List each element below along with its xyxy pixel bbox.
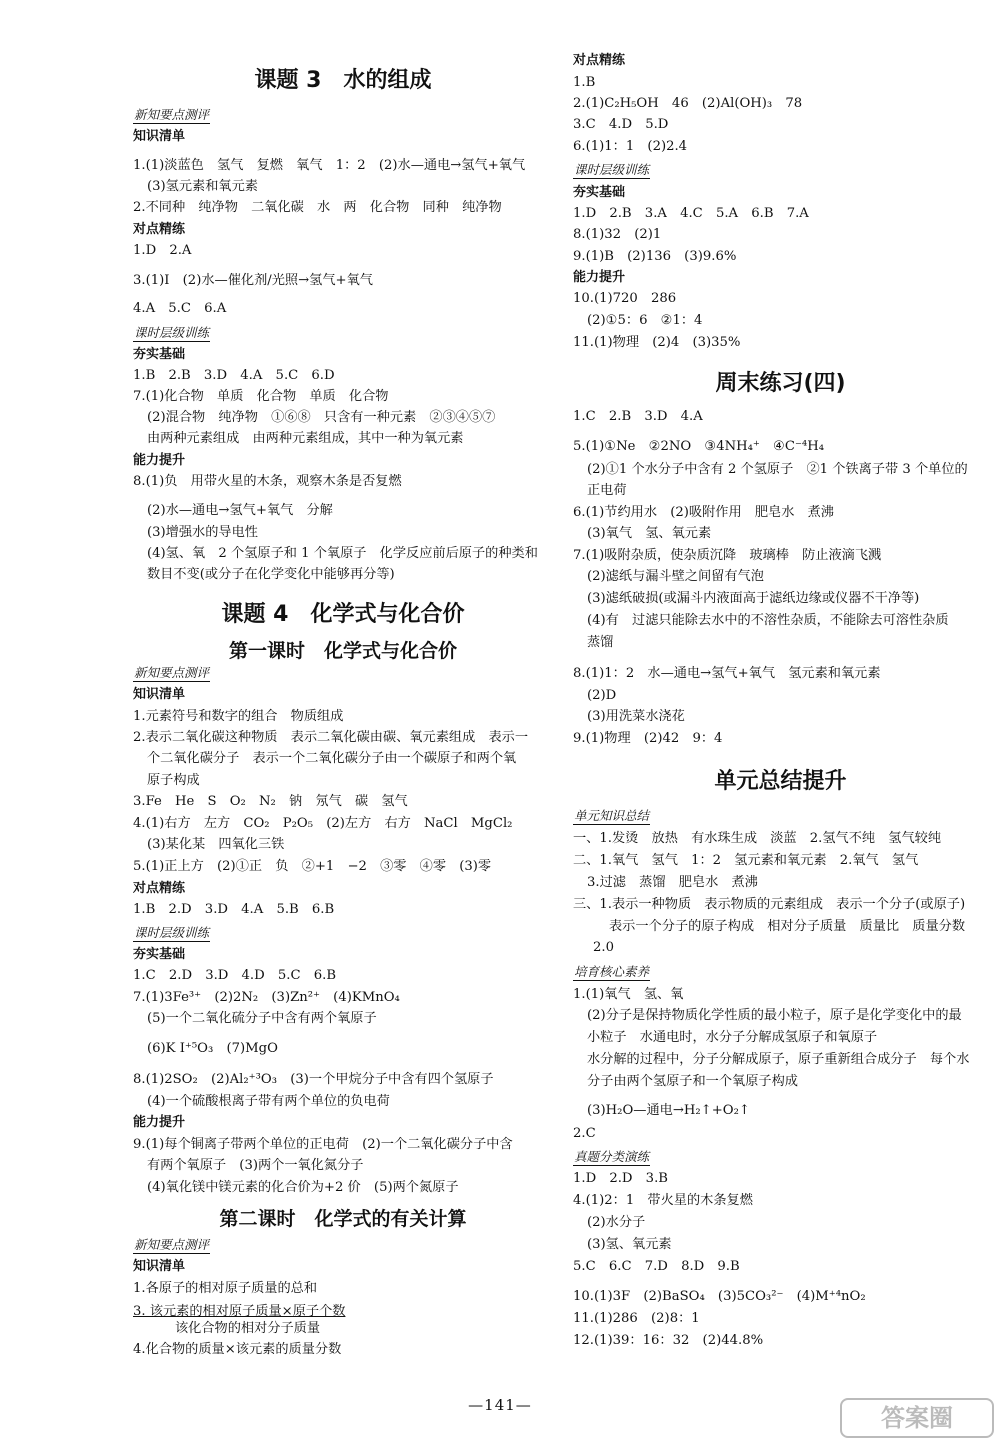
answer-line: (2)水分子 [587,1215,646,1230]
answer-line: 1.B 2.B 3.D 4.A 5.C 6.D [133,368,335,383]
answer-line: 水分解的过程中，分子分解成原子，原子重新组合成分子 每个水 [587,1052,970,1067]
section-tag: 新知要点测评 [134,665,210,680]
answer-line: (2)分子是保持物质化学性质的最小粒子，原子是化学变化中的最 [587,1008,962,1023]
answer-line: 1.D 2.D 3.B [573,1171,668,1186]
lesson-title: 第一课时 化学式与化合价 [228,640,457,662]
sub-heading: 能力提升 [573,270,626,285]
answer-line: 10.(1)3F (2)BaSO₄ (3)5CO₃²⁻ (4)M⁺⁴nO₂ [573,1289,866,1304]
sub-heading: 对点精练 [133,222,186,237]
answer-line: (3)滤纸破损(或漏斗内液面高于滤纸边缘或仪器不干净等) [587,591,920,606]
answer-line: (3)H₂O—通电→H₂↑+O₂↑ [587,1103,750,1118]
answer-line: (2)混合物 纯净物 ①⑥⑧ 只含有一种元素 ②③④⑤⑦ [147,410,496,425]
answer-line: 2.表示二氧化碳这种物质 表示二氧化碳由碳、氧元素组成 表示一 [133,730,529,745]
sub-heading: 夯实基础 [573,185,626,200]
answer-line: 9.(1)物理 (2)42 9：4 [573,731,723,746]
answer-line: (3)氧气 氢、氧元素 [587,526,712,541]
answer-line: 5.(1)①Ne ②2NO ③4NH₄⁺ ④C⁻⁴H₄ [573,439,825,454]
answer-line: 该化合物的相对分子质量 [175,1321,321,1336]
answer-line: (4)有 过滤只能除去水中的不溶性杂质，不能除去可溶性杂质 [587,613,949,628]
answer-line: 1.D 2.B 3.A 4.C 5.A 6.B 7.A [573,206,809,221]
answer-line: 9.(1)B (2)136 (3)9.6% [573,249,737,264]
answer-line: 分子由两个氢原子和一个氧原子构成 [587,1074,798,1089]
answer-line: (2)①1 个水分子中含有 2 个氢原子 ②1 个铁离子带 3 个单位的 [587,462,968,477]
page-number: —141— [468,1396,532,1414]
answer-line: 1.B [573,75,596,90]
answer-line: 6.(1)节约用水 (2)吸附作用 肥皂水 煮沸 [573,505,834,520]
section-title: 课题 4 化学式与化合价 [221,602,465,627]
section-tag: 课时层级训练 [574,162,650,177]
answer-line: (2)D [587,688,617,703]
answer-line: 4.(1)2：1 带火星的木条复燃 [573,1193,753,1208]
answer-line: (3)某化某 四氧化三铁 [147,837,285,852]
answer-line: 正电荷 [587,483,627,498]
answer-line: 1.各原子的相对原子质量的总和 [133,1281,318,1296]
sub-heading: 对点精练 [573,53,626,68]
section-title: 周末练习(四) [715,371,846,396]
answer-line: 11.(1)286 (2)8：1 [573,1311,700,1326]
sub-heading: 夯实基础 [133,947,186,962]
answer-line: (3)增强水的导电性 [147,525,258,540]
answer-line: 7.(1)吸附杂质，使杂质沉降 玻璃棒 防止液滴飞溅 [573,548,882,563]
section-tag: 单元知识总结 [574,808,650,823]
answer-line: 个二氧化碳分子 表示一个二氧化碳分子由一个碳原子和两个氧 [147,751,517,766]
answer-line: (2)水—通电→氢气+氧气 分解 [147,503,333,518]
answer-line: (2)滤纸与漏斗壁之间留有气泡 [587,569,764,584]
answer-line: (4)氧化镁中镁元素的化合价为+2 价 (5)两个氮原子 [147,1180,459,1195]
sub-heading: 知识清单 [133,129,186,144]
answer-line: 1.D 2.A [133,243,192,258]
answer-line: 4.(1)右方 左方 CO₂ P₂O₅ (2)左方 右方 NaCl MgCl₂ [133,816,513,831]
answer-line: 原子构成 [147,773,200,788]
answer-line: 3. 该元素的相对原子质量×原子个数 [133,1304,346,1319]
sub-heading: 知识清单 [133,1259,186,1274]
answer-line: 8.(1)32 (2)1 [573,227,662,242]
section-tag: 新知要点测评 [134,1237,210,1252]
answer-line: 3.(1)I (2)水—催化剂/光照→氢气+氧气 [133,273,373,288]
answer-line: 二、1.氧气 氢气 1：2 氢元素和氧元素 2.氧气 氢气 [573,853,919,868]
answer-line: (5)一个二氧化硫分子中含有两个氧原子 [147,1011,377,1026]
answer-line: 一、1.发烫 放热 有水珠生成 淡蓝 2.氢气不纯 氢气较纯 [573,831,942,846]
answer-line: (2)①5：6 ②1：4 [587,313,703,328]
answer-line: 有两个氧原子 (3)两个一氧化氮分子 [147,1158,364,1173]
section-tag: 培育核心素养 [574,964,650,979]
answer-line: (4)一个硫酸根离子带有两个单位的负电荷 [147,1094,390,1109]
section-tag: 真题分类演练 [574,1149,650,1164]
answer-line: 1.C 2.B 3.D 4.A [573,409,703,424]
sub-heading: 夯实基础 [133,347,186,362]
lesson-title: 第二课时 化学式的有关计算 [219,1208,467,1230]
answer-line: 6.(1)1：1 (2)2.4 [573,139,688,154]
answer-line: 2.(1)C₂H₅OH 46 (2)Al(OH)₃ 78 [573,96,803,111]
section-tag: 课时层级训练 [134,925,210,940]
sub-heading: 知识清单 [133,687,186,702]
answer-line: 7.(1)3Fe³⁺ (2)2N₂ (3)Zn²⁺ (4)KMnO₄ [133,990,400,1005]
answer-line: 数目不变(或分子在化学变化中能够再分等) [147,567,395,582]
answer-line: (3)用洗菜水浇花 [587,709,685,724]
answer-line: (6)K I⁺⁵O₃ (7)MgO [147,1041,278,1056]
answer-line: 4.A 5.C 6.A [133,301,227,316]
answer-line: 2.0 [593,940,614,955]
sub-heading: 对点精练 [133,881,186,896]
answer-line: 表示一个分子的原子构成 相对分子质量 质量比 质量分数 [609,919,966,934]
answer-line: 10.(1)720 286 [573,291,677,306]
answer-line: 8.(1)1：2 水—通电→氢气+氧气 氢元素和氧元素 [573,666,881,681]
answer-line: 1.B 2.D 3.D 4.A 5.B 6.B [133,902,335,917]
answer-line: 8.(1)负 用带火星的木条，观察木条是否复燃 [133,474,402,489]
answer-line: 1.(1)氧气 氢、氧 [573,987,684,1002]
answer-line: 三、1.表示一种物质 表示物质的元素组成 表示一个分子(或原子) [573,897,966,912]
answer-line: 11.(1)物理 (2)4 (3)35% [573,335,741,350]
answer-line: 4.化合物的质量×该元素的质量分数 [133,1342,342,1357]
answer-line: 9.(1)每个铜离子带两个单位的正电荷 (2)一个二氧化碳分子中含 [133,1137,513,1152]
answer-line: 1.(1)淡蓝色 氢气 复燃 氧气 1：2 (2)水—通电→氢气+氧气 [133,158,526,173]
answer-line: 1.元素符号和数字的组合 物质组成 [133,709,344,724]
answer-line: 3.Fe He S O₂ N₂ 钠 氖气 碳 氢气 [133,794,408,809]
answer-line: 小粒子 水通电时，水分子分解成氢原子和氧原子 [587,1030,878,1045]
answer-line: 12.(1)39：16：32 (2)44.8% [573,1333,764,1348]
answer-line: 8.(1)2SO₂ (2)Al₂⁺³O₃ (3)一个甲烷分子中含有四个氢原子 [133,1072,494,1087]
section-title: 课题 3 水的组成 [254,68,432,93]
answer-line: 2.C [573,1126,596,1141]
watermark-logo: 答案圈 [840,1398,994,1438]
answer-line: 5.(1)正上方 (2)①正 负 ②+1 −2 ③零 ④零 (3)零 [133,859,492,874]
answer-line: (3)氢、氧元素 [587,1237,672,1252]
answer-line: 2.不同种 纯净物 二氧化碳 水 两 化合物 同种 纯净物 [133,200,502,215]
answer-line: (4)氢、氧 2 个氢原子和 1 个氧原子 化学反应前后原子的种类和 [147,546,538,561]
section-title: 单元总结提升 [714,769,847,794]
answer-line: 7.(1)化合物 单质 化合物 单质 化合物 [133,389,389,404]
answer-line: 3.C 4.D 5.D [573,117,669,132]
answer-line: 由两种元素组成 由两种元素组成，其中一种为氧元素 [147,431,464,446]
answer-line: 5.C 6.C 7.D 8.D 9.B [573,1259,740,1274]
section-tag: 新知要点测评 [134,107,210,122]
sub-heading: 能力提升 [133,453,186,468]
answer-line: 1.C 2.D 3.D 4.D 5.C 6.B [133,968,337,983]
answer-line: (3)氢元素和氧元素 [147,179,258,194]
answer-line: 3.过滤 蒸馏 肥皂水 煮沸 [587,875,758,890]
sub-heading: 能力提升 [133,1115,186,1130]
section-tag: 课时层级训练 [134,325,210,340]
answer-line: 蒸馏 [587,635,614,650]
